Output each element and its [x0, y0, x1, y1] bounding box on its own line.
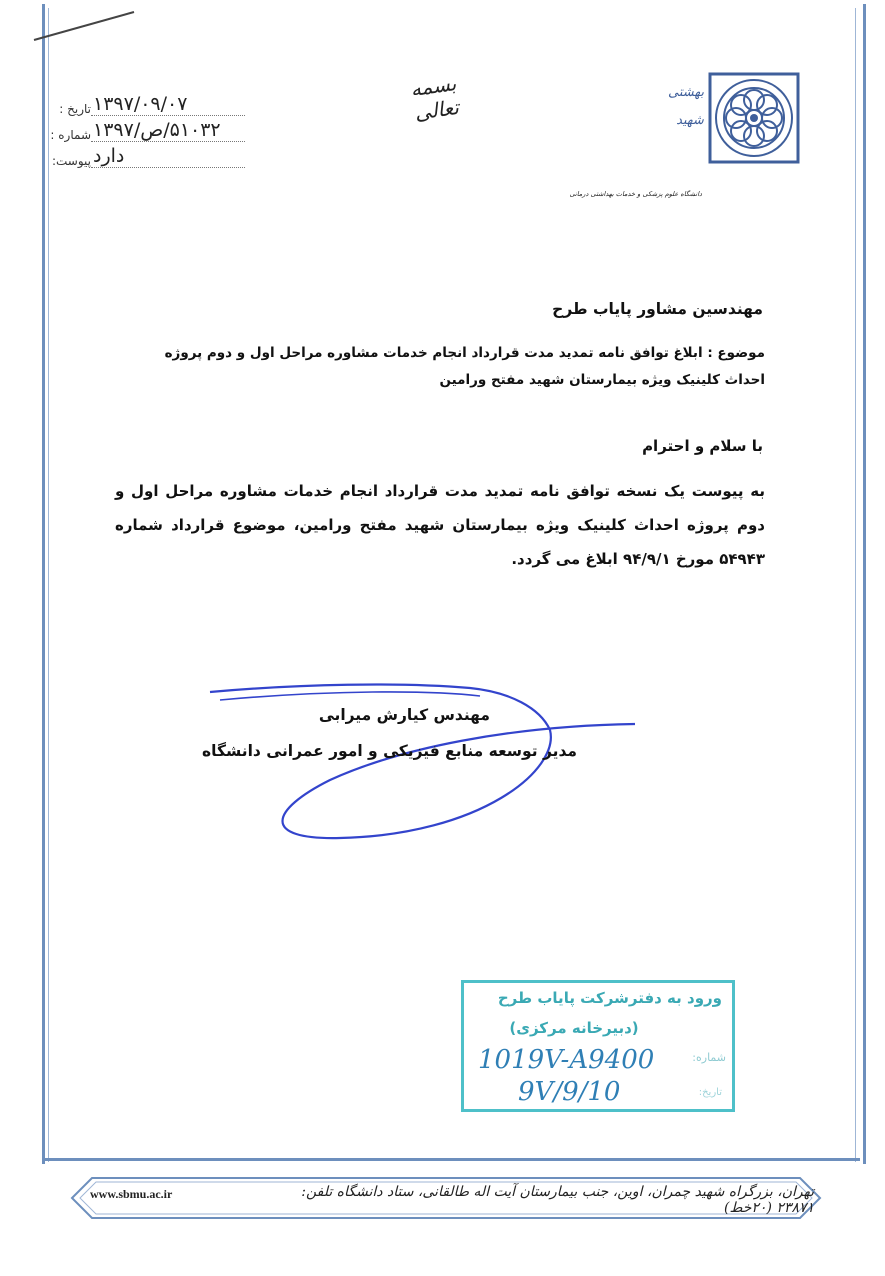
meta-number	[45, 116, 245, 142]
letter-body: به پیوست یک نسخه توافق نامه تمدید مدت قرارداد انجام خدمات مشاوره مراحل اول و دوم پروژه احداث کلینیک ویژه بیمارستان شهید مفتح ورامین، موضوع قرارداد شماره ۵۴۹۴۳ مورخ ۹۴/۹/۱ ابلاغ می گردد.	[115, 482, 765, 568]
meta-number-label: شماره :	[50, 128, 91, 142]
footer-website[interactable]: www.sbmu.ac.ir	[90, 1187, 173, 1201]
university-name-line-2: شهید	[676, 113, 704, 128]
greeting: با سلام و احترام	[642, 437, 763, 455]
university-name-line-3: دانشگاه علوم پزشکی و خدمات بهداشتی درمانی	[569, 190, 702, 198]
signatory-title: مدیر توسعه منابع فیزیکی و امور عمرانی دانشگاه	[202, 742, 577, 760]
university-name	[569, 74, 710, 204]
received-stamp	[461, 980, 735, 1112]
meta-attachment	[45, 142, 245, 168]
university-logo-icon	[708, 72, 800, 164]
stamp-date-label: تاریخ:	[698, 1087, 722, 1098]
meta-date-value: ۱۳۹۷/۰۹/۰۷	[91, 93, 245, 116]
footer-address: تهران، بزرگراه شهید چمران، اوین، جنب بیمارستان آیت اله طالقانی، ستاد دانشگاه تلفن: ۲۳۸۷۱ (۲۰خط)	[301, 1184, 814, 1216]
university-name-line-1: بهشتی	[668, 85, 704, 100]
signature-scribble	[180, 660, 660, 860]
basmala: بسمه تعالی	[409, 71, 461, 125]
stamp-number: 1019V-A9400	[478, 1045, 655, 1075]
stamp-date: 9V/9/10	[518, 1077, 621, 1107]
pen-mark	[30, 8, 140, 44]
meta-attachment-label: پیوست:	[51, 154, 91, 168]
stamp-number-label: شماره:	[692, 1051, 726, 1064]
subject-line-2: احداث کلینیک ویژه بیمارستان شهید مفتح ورامین	[439, 372, 765, 388]
signatory-name: مهندس کیارش میرابی	[318, 706, 490, 724]
meta-number-value: ۵۱۰۳۲/ص/۱۳۹۷	[91, 119, 245, 142]
meta-attachment-value: دارد	[91, 145, 245, 168]
stamp-subtitle: (دبیرخانه مرکزی)	[509, 1019, 639, 1037]
meta-date	[45, 90, 245, 116]
subject	[105, 340, 765, 394]
letter-meta	[45, 90, 245, 168]
subject-line-1: موضوع : ابلاغ توافق نامه تمدید مدت قرارداد انجام خدمات مشاوره مراحل اول و دوم پروژه	[164, 345, 765, 361]
addressee: مهندسین مشاور پایاب طرح	[552, 300, 763, 318]
footer	[52, 1168, 840, 1228]
page-border-bottom	[44, 1158, 860, 1161]
meta-date-label: تاریخ :	[59, 102, 91, 116]
stamp-title: ورود به دفترشرکت پایاب طرح	[497, 989, 722, 1007]
